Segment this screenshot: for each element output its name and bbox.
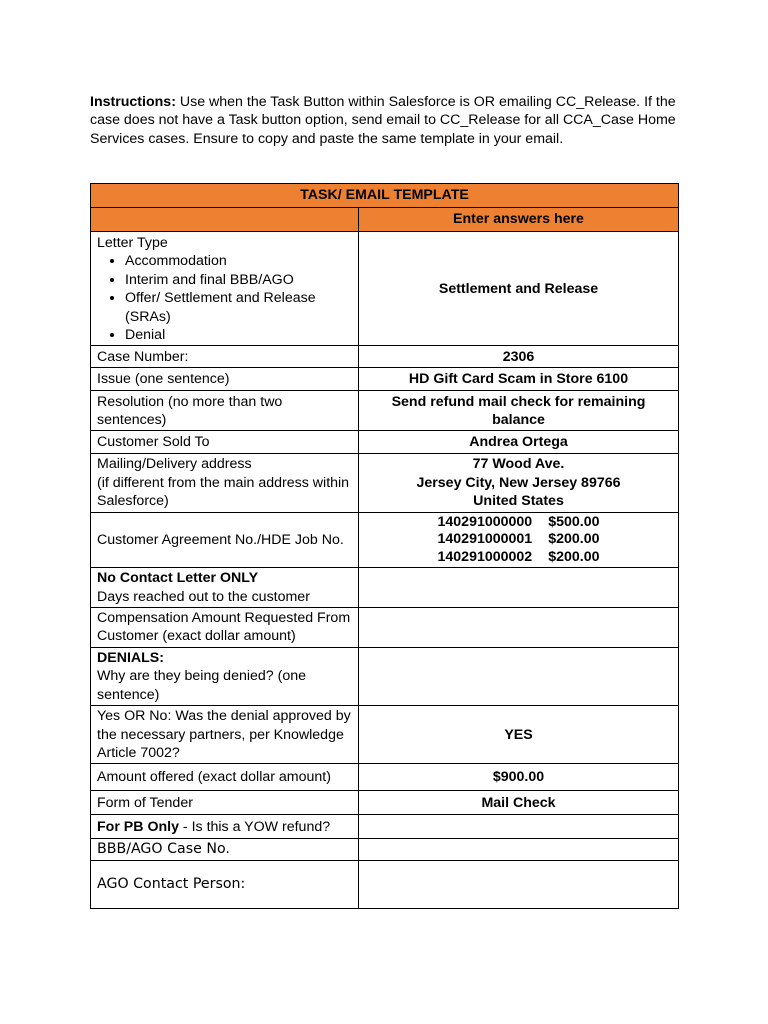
agreement-list: [438, 514, 600, 567]
letter-type-option: • Denial: [125, 326, 352, 344]
address-line-1: 77 Wood Ave.: [472, 456, 565, 473]
issue-label: Issue (one sentence): [91, 368, 359, 391]
agreement-label: Customer Agreement No./HDE Job No.: [91, 512, 359, 568]
answers-header-row: [91, 208, 679, 232]
denials-row: [91, 647, 679, 705]
instructions-text: Use when the Task Button within Salesforce is OR emailing CC_Release. If the case does not have a Task button option, send email to CC_Release for all CCA_Case Home Services cases. Ensure to copy and paste the same template in your email.: [90, 94, 676, 147]
case-number-row: [91, 346, 679, 368]
letter-type-answer[interactable]: Settlement and Release: [359, 232, 679, 346]
agreement-amount: $200.00: [548, 531, 600, 548]
letter-type-label-cell: [91, 232, 359, 346]
letter-type-row: [91, 232, 679, 346]
issue-row: [91, 368, 679, 391]
letter-type-option: • Interim and final BBB/AGO: [125, 271, 352, 289]
mailing-address-note: (if different from the main address within Salesforce): [97, 474, 350, 510]
ago-contact-label: AGO Contact Person:: [91, 860, 359, 908]
table-title: TASK/ EMAIL TEMPLATE: [91, 184, 679, 208]
denial-approved-label: Yes OR No: Was the denial approved by the necessary partners, per Knowledge Article 7002?: [91, 706, 359, 764]
compensation-row: [91, 607, 679, 647]
form-of-tender-label: Form of Tender: [91, 791, 359, 815]
answers-header: Enter answers here: [359, 208, 679, 232]
agreement-answer[interactable]: [359, 512, 679, 568]
amount-offered-label: Amount offered (exact dollar amount): [91, 764, 359, 791]
denials-answer[interactable]: [359, 647, 679, 705]
no-contact-label: Days reached out to the customer: [97, 588, 310, 605]
no-contact-label-cell: [91, 568, 359, 608]
agreement-number: 140291000000: [437, 513, 533, 530]
amount-offered-answer[interactable]: $900.00: [359, 764, 679, 791]
form-of-tender-answer[interactable]: Mail Check: [359, 791, 679, 815]
denial-approved-row: [91, 706, 679, 764]
mailing-address-row: [91, 454, 679, 512]
bbb-case-row: [91, 839, 679, 860]
mailing-address-label-cell: [91, 454, 359, 512]
pb-only-heading: For PB Only: [97, 818, 179, 835]
denials-label-cell: [91, 647, 359, 705]
agreement-entry: [438, 514, 600, 532]
address-line-2: Jersey City, New Jersey 89766: [416, 474, 621, 491]
mailing-address-label: Mailing/Delivery address: [97, 456, 252, 473]
amount-offered-row: [91, 764, 679, 791]
agreement-entry: [438, 549, 600, 567]
case-number-answer[interactable]: 2306: [359, 346, 679, 368]
letter-type-label: Letter Type: [97, 235, 168, 251]
agreement-row: [91, 512, 679, 568]
bbb-case-label: BBB/AGO Case No.: [91, 839, 359, 860]
compensation-answer[interactable]: [359, 607, 679, 647]
agreement-number: 140291000001: [437, 531, 533, 548]
agreement-amount: $200.00: [548, 548, 600, 565]
pb-only-row: [91, 815, 679, 839]
instructions-paragraph: [90, 93, 690, 148]
letter-type-option: • Offer/ Settlement and Release (SRAs): [125, 289, 352, 326]
address-line-3: United States: [473, 493, 564, 510]
pb-only-label-cell: [91, 815, 359, 839]
letter-type-options: [97, 252, 352, 344]
ago-contact-row: [91, 860, 679, 908]
task-email-template-table: [90, 183, 679, 909]
compensation-label: Compensation Amount Requested From Customer (exact dollar amount): [91, 607, 359, 647]
customer-sold-to-label: Customer Sold To: [91, 431, 359, 454]
resolution-row: [91, 391, 679, 431]
pb-only-answer[interactable]: [359, 815, 679, 839]
resolution-answer[interactable]: Send refund mail check for remaining balance: [359, 391, 679, 431]
mailing-address-answer[interactable]: [359, 454, 679, 512]
denials-label: Why are they being denied? (one sentence): [97, 668, 307, 703]
bbb-case-answer[interactable]: [359, 839, 679, 860]
case-number-label: Case Number:: [91, 346, 359, 368]
customer-sold-to-row: [91, 431, 679, 454]
denials-heading: DENIALS:: [97, 649, 164, 666]
no-contact-heading: No Contact Letter ONLY: [97, 570, 259, 587]
letter-type-option: • Accommodation: [125, 252, 352, 270]
no-contact-row: [91, 568, 679, 608]
header-blank-cell: [91, 208, 359, 232]
table-title-row: [91, 184, 679, 208]
no-contact-answer[interactable]: [359, 568, 679, 608]
pb-only-label: - Is this a YOW refund?: [178, 818, 331, 835]
agreement-number: 140291000002: [437, 548, 533, 565]
agreement-entry: [438, 531, 600, 549]
ago-contact-answer[interactable]: [359, 860, 679, 908]
customer-sold-to-answer[interactable]: Andrea Ortega: [359, 431, 679, 454]
form-of-tender-row: [91, 791, 679, 815]
denial-approved-answer[interactable]: YES: [359, 706, 679, 764]
instructions-label: Instructions:: [90, 94, 176, 110]
issue-answer[interactable]: HD Gift Card Scam in Store 6100: [359, 368, 679, 391]
resolution-label: Resolution (no more than two sentences): [91, 391, 359, 431]
agreement-amount: $500.00: [548, 513, 600, 530]
